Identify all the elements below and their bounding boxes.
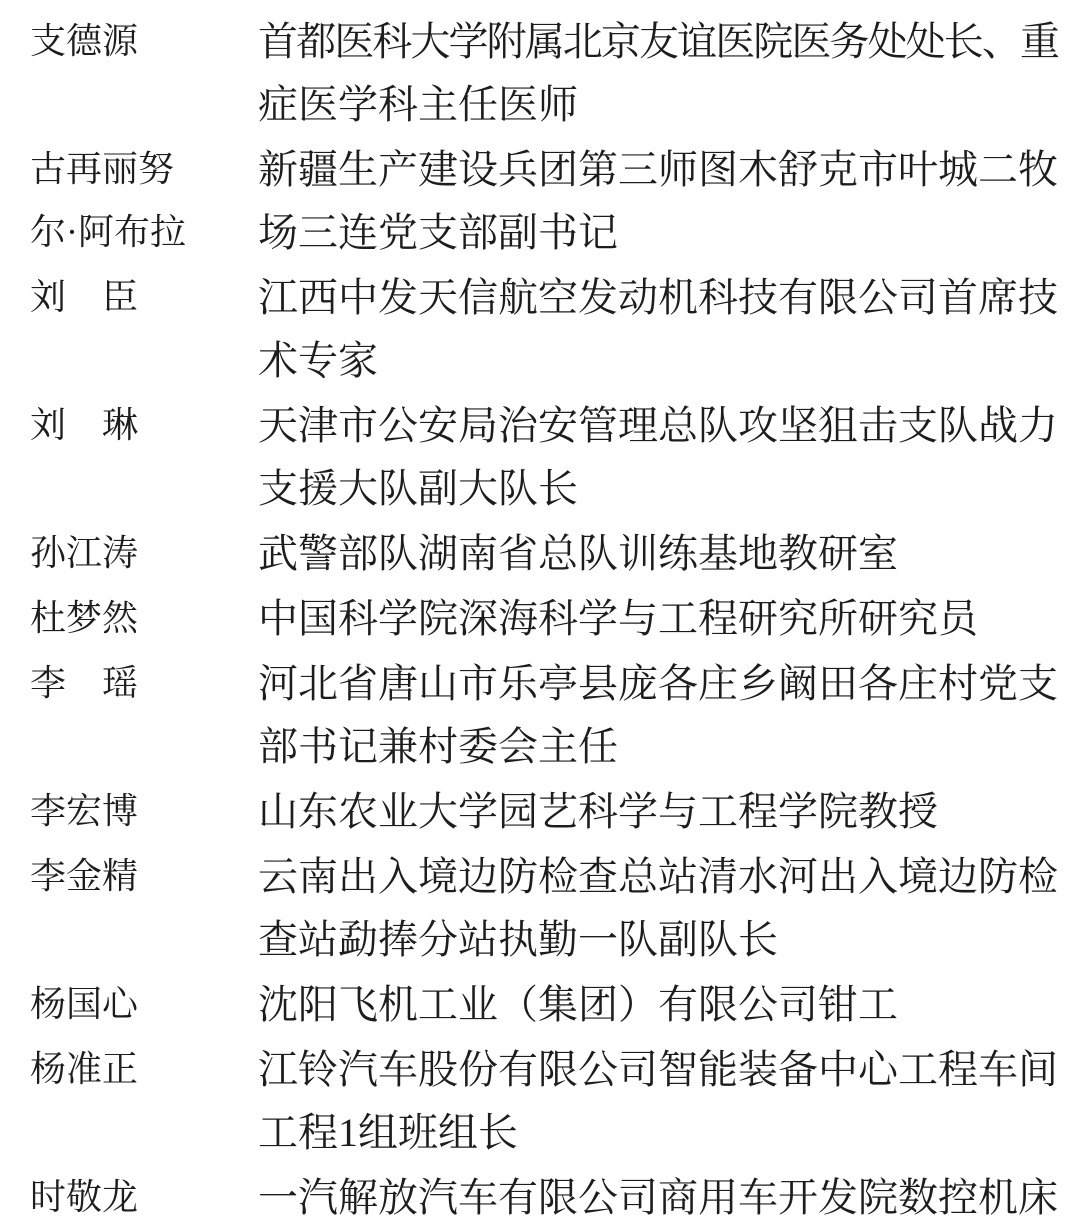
name-line: 刘 琳 (30, 405, 139, 445)
entry-row (30, 587, 1062, 650)
name-line: 李金精 (30, 856, 139, 896)
person-name (30, 1038, 258, 1101)
name-line: 尔·阿布拉 (30, 212, 186, 252)
name-line: 杨准正 (30, 1049, 139, 1089)
person-title (258, 845, 1062, 971)
person-title (258, 266, 1062, 392)
title-line: 天津市公安局治安管理总队攻坚狙击支队战力 (258, 403, 1058, 448)
entry-row (30, 1038, 1062, 1164)
entry-row (30, 522, 1062, 585)
entry-row (30, 1166, 1062, 1229)
entry-row (30, 780, 1062, 843)
entry-row (30, 10, 1062, 136)
name-line: 支德源 (30, 21, 139, 61)
name-line: 古再丽努 (30, 149, 175, 189)
title-line: 中国科学院深海科学与工程研究所研究员 (258, 596, 978, 641)
title-line: 云南出入境边防检查总站清水河出入境边防检 (258, 854, 1058, 899)
title-line: 场三连党支部副书记 (258, 210, 618, 255)
name-line: 刘 臣 (30, 277, 139, 317)
entry-row (30, 652, 1062, 778)
title-line: 新疆生产建设兵团第三师图木舒克市叶城二牧 (258, 147, 1058, 192)
title-line: 山东农业大学园艺科学与工程学院教授 (258, 789, 938, 834)
title-line: 江西中发天信航空发动机科技有限公司首席技 (258, 275, 1058, 320)
person-name (30, 652, 258, 715)
entry-row (30, 973, 1062, 1036)
name-line: 李 瑶 (30, 663, 139, 703)
person-name (30, 845, 258, 908)
person-name (30, 780, 258, 843)
title-line: 一汽解放汽车有限公司商用车开发院数控机床 (258, 1175, 1058, 1220)
title-line: 症医学科主任医师 (258, 82, 578, 127)
person-name (30, 394, 258, 457)
person-name (30, 522, 258, 585)
name-line: 李宏博 (30, 791, 139, 831)
name-line: 孙江涛 (30, 533, 139, 573)
title-line: 沈阳飞机工业（集团）有限公司钳工 (258, 982, 898, 1027)
entry-row (30, 394, 1062, 520)
title-line: 部书记兼村委会主任 (258, 724, 618, 769)
name-line: 时敬龙 (30, 1177, 139, 1217)
person-title (258, 1166, 1062, 1229)
entry-row (30, 138, 1062, 264)
person-title (258, 587, 1062, 650)
person-name (30, 138, 258, 264)
person-name (30, 266, 258, 329)
person-title (258, 973, 1062, 1036)
title-line: 江铃汽车股份有限公司智能装备中心工程车间 (258, 1047, 1058, 1092)
name-line: 杨国心 (30, 984, 139, 1024)
title-line: 首都医科大学附属北京友谊医院医务处处长、重 (258, 19, 1059, 64)
entry-row (30, 266, 1062, 392)
person-title (258, 10, 1062, 136)
person-title (258, 394, 1062, 520)
person-title (258, 522, 1062, 585)
person-title (258, 780, 1062, 843)
person-name (30, 587, 258, 650)
name-line: 杜梦然 (30, 598, 139, 638)
title-line: 查站勐捧分站执勤一队副队长 (258, 917, 778, 962)
person-name (30, 973, 258, 1036)
person-name (30, 10, 258, 73)
entries-list (30, 10, 1062, 1229)
title-line: 武警部队湖南省总队训练基地教研室 (258, 531, 898, 576)
title-line: 支援大队副大队长 (258, 466, 578, 511)
person-title (258, 652, 1062, 778)
person-title (258, 138, 1062, 264)
title-line: 工程1组班组长 (258, 1110, 518, 1155)
person-title (258, 1038, 1062, 1164)
entry-row (30, 845, 1062, 971)
title-line: 术专家 (258, 338, 378, 383)
person-name (30, 1166, 258, 1229)
title-line: 河北省唐山市乐亭县庞各庄乡阚田各庄村党支 (258, 661, 1058, 706)
